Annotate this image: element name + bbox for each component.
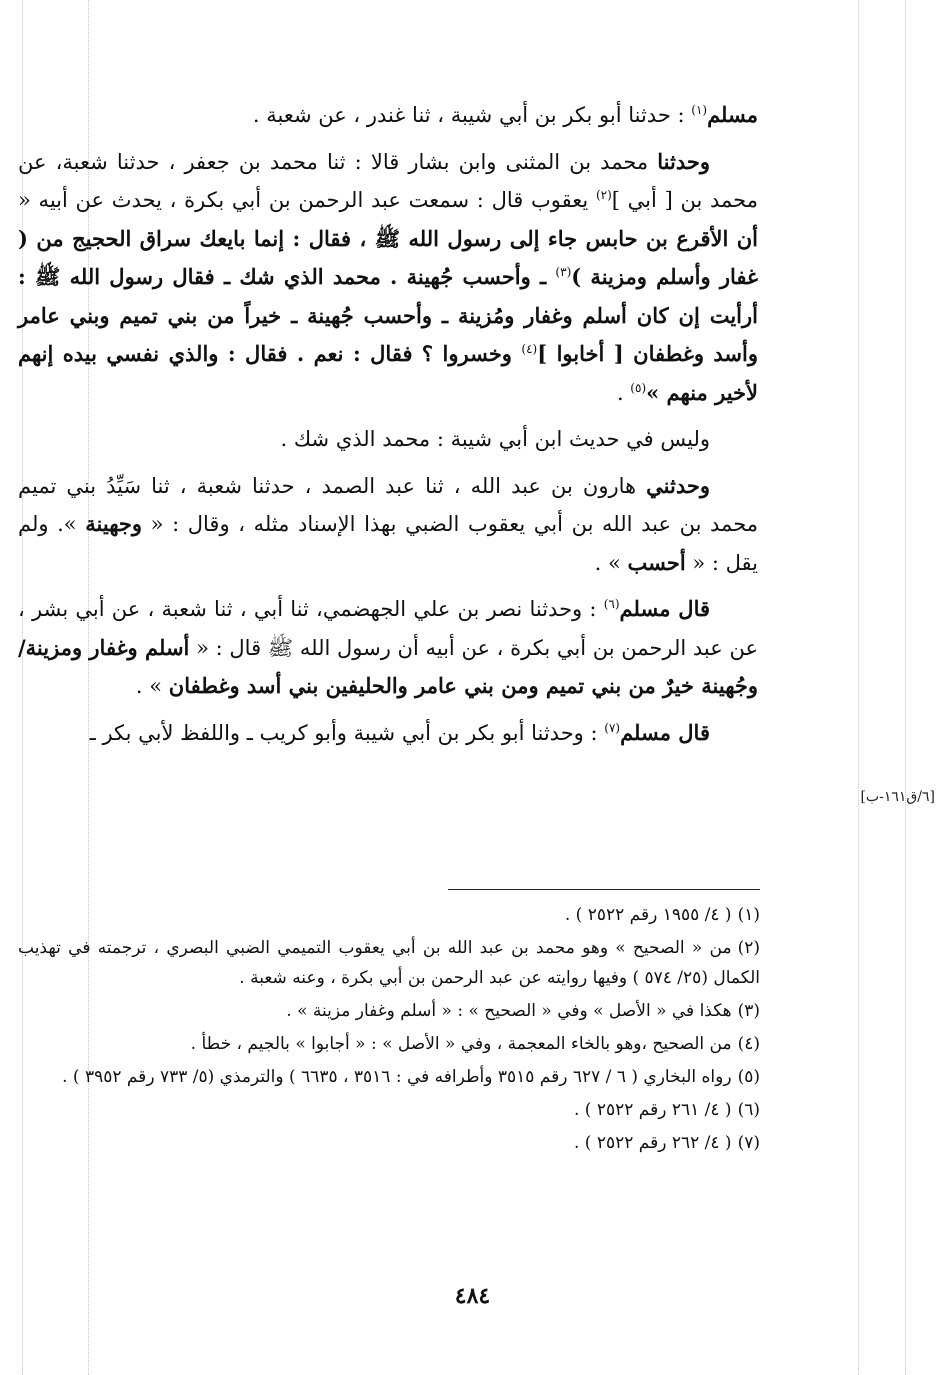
- footnote-item: [18, 996, 760, 1026]
- footnote-item: [18, 933, 760, 993]
- bold-text-segment: أن الأقرع بن حابس جاء إلى رسول الله ﷺ ، فقال : إنما بايعك سراق الحجيج من ( غفار وأسلم ومزينة ): [18, 225, 758, 289]
- footnote-number: (٤): [737, 1034, 760, 1054]
- text-paragraph: [18, 96, 758, 135]
- bold-text-segment: وجهينة: [85, 511, 143, 536]
- footnote-number: (٣): [737, 1001, 760, 1021]
- main-text-body: [18, 96, 758, 760]
- footnote-number: (١): [737, 905, 760, 925]
- text-segment: .: [616, 380, 631, 405]
- bold-text-segment: وخسروا ؟ فقال : نعم . فقال : والذي نفسي بيده إنهم لأخير منهم »: [18, 341, 758, 405]
- footnote-number: (٢): [737, 938, 760, 958]
- bold-text-segment: قال مسلم: [619, 596, 711, 621]
- text-segment: محمد بن المثنى وابن بشار قالا : ثنا محمد بن جعفر ، حدثنا شعبة، عن محمد بن [ أبي ]: [18, 149, 758, 212]
- text-segment: » .: [135, 674, 169, 698]
- footnotes-section: [18, 900, 760, 1161]
- footnote-item: [18, 1062, 760, 1092]
- text-segment: : وحدثنا أبو بكر بن أبي شيبة وأبو كريب ـ واللفظ لأبي بكر ـ: [89, 720, 605, 745]
- text-segment: يعقوب قال : سمعت عبد الرحمن بن أبي بكرة ، يحدث عن أبيه «: [18, 188, 596, 212]
- footnote-item: [18, 1029, 760, 1059]
- bold-text-segment: ـ وأحسب جُهينة . محمد الذي شك ـ فقال رسول الله ﷺ : أرأيت إن كان أسلم وغفار ومُزينة ـ وأحسب جُهينة ـ خيراً من بني تميم وبني عامر وأسد وغطفان [ أخابوا ]: [18, 264, 758, 366]
- scan-edge-line: [858, 0, 859, 1375]
- footnote-text: هكذا في « الأصل » وفي « الصحيح » : « أسلم وغفار مزينة » .: [286, 1001, 732, 1021]
- footnote-reference: (١): [691, 103, 708, 117]
- footnote-separator: [448, 889, 760, 890]
- footnote-text: رواه البخاري ( ٦ / ٦٢٧ رقم ٣٥١٥ وأطرافه في : ٣٥١٦ ، ٦٦٣٥ ) والترمذي (٥/ ٧٣٣ رقم ٣٩٥٢ ) .: [62, 1067, 732, 1087]
- footnote-reference: (٣): [555, 265, 572, 279]
- text-paragraph: [18, 143, 758, 413]
- bold-text-segment: قال مسلم: [620, 719, 710, 745]
- footnote-text: ( ٤/ ٢٦١ رقم ٢٥٢٢ ) .: [574, 1100, 732, 1120]
- footnote-number: (٧): [737, 1133, 760, 1153]
- footnote-item: [18, 900, 760, 930]
- text-paragraph: [18, 420, 758, 459]
- text-paragraph: [18, 467, 758, 583]
- footnote-text: من الصحيح ،وهو بالخاء المعجمة ، وفي « الأصل » : « أجابوا » بالجيم ، خطأ .: [190, 1034, 732, 1054]
- footnote-text: ( ٤/ ٢٦٢ رقم ٢٥٢٢ ) .: [574, 1133, 732, 1153]
- text-paragraph: [18, 714, 758, 753]
- text-segment: » .: [594, 550, 628, 575]
- margin-manuscript-reference: [٦/ق١٦١-ب]: [860, 789, 935, 805]
- footnote-reference: (٥): [630, 380, 647, 395]
- text-segment: : حدثنا أبو بكر بن أبي شيبة ، ثنا غندر ، عن شعبة .: [252, 103, 692, 127]
- footnote-number: (٥): [737, 1067, 760, 1087]
- page-number: ٤٨٤: [454, 1283, 491, 1309]
- footnote-reference: (٤): [521, 342, 538, 356]
- footnote-reference: (٢): [595, 188, 612, 202]
- footnote-text: من « الصحيح » وهو محمد بن عبد الله بن أبي يعقوب التميمي الضبي البصري ، ترجمته في تهذيب الكمال (٢٥/ ٥٧٤ ) وفيها روايته عن عبد الرحمن بن أبي بكرة ، وعنه شعبة .: [18, 938, 760, 988]
- footnote-item: [18, 1128, 760, 1158]
- bold-text-segment: أحسب: [627, 549, 686, 575]
- scan-edge-line: [905, 0, 906, 1375]
- bold-text-segment: أسلم وغفار ومزينة/ وجُهينة خيرٌ من بني تميم ومن بني عامر والحليفين بني أسد وغطفان: [18, 634, 758, 698]
- text-segment: هارون بن عبد الله ، ثنا عبد الصمد ، حدثنا شعبة ، ثنا سَيِّدُ بني تميم محمد بن عبد الله بن أبي يعقوب الضبي بهذا الإسناد مثله ، وقال : «: [18, 473, 758, 536]
- footnote-reference: (٦): [603, 597, 620, 611]
- bold-text-segment: وحدثني: [646, 472, 710, 498]
- text-paragraph: [18, 590, 758, 706]
- footnote-item: [18, 1095, 760, 1125]
- text-segment: : وحدثنا نصر بن علي الجهضمي، ثنا أبي ، ثنا شعبة ، عن أبي بشر ، عن عبد الرحمن بن أبي بكرة ، عن أبيه أن رسول الله ﷺ قال : «: [18, 597, 758, 660]
- footnote-number: (٦): [737, 1100, 760, 1120]
- bold-text-segment: وحدثنا: [657, 148, 710, 174]
- text-segment: وليس في حديث ابن أبي شيبة : محمد الذي شك .: [280, 427, 710, 451]
- text-segment: ». ولم يقل : «: [18, 512, 758, 575]
- footnote-text: ( ٤/ ١٩٥٥ رقم ٢٥٢٢ ) .: [564, 905, 732, 925]
- bold-text-segment: مسلم: [707, 102, 758, 127]
- footnote-reference: (٧): [604, 720, 621, 735]
